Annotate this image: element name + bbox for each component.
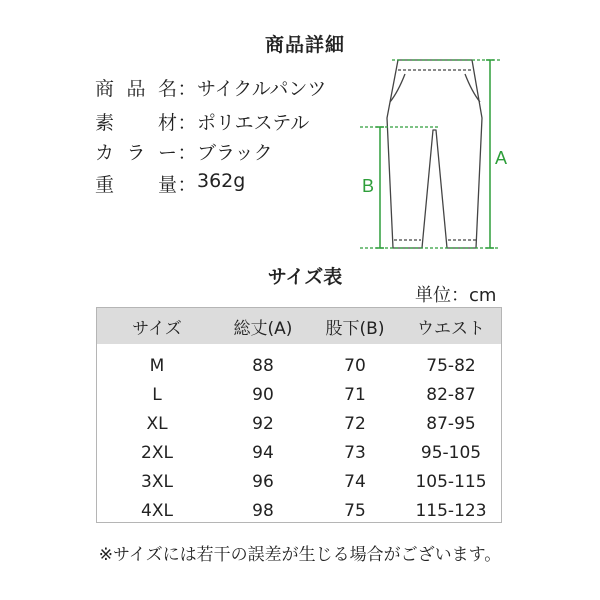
spec-value: ポリエステル: [197, 112, 310, 134]
size-table: [96, 307, 502, 523]
spec-row-weight: [95, 170, 245, 197]
table-cell: 82-87: [426, 384, 476, 405]
table-cell: 96: [252, 471, 274, 492]
column-header: 股下(B): [325, 318, 385, 339]
table-cell: 3XL: [141, 471, 173, 492]
disclaimer-note: ※サイズには若干の誤差が生じる場合がございます。: [98, 545, 502, 565]
spec-separator: ：: [177, 174, 197, 196]
table-cell: 98: [252, 500, 274, 521]
table-cell: 72: [344, 413, 366, 434]
table-cell: 75: [344, 500, 366, 521]
table-cell: 115-123: [415, 500, 487, 521]
spec-row-color: [95, 138, 273, 165]
spec-row-material: [95, 108, 309, 135]
column-header: 総丈(A): [233, 318, 293, 339]
measure-guides: [360, 60, 500, 248]
spec-label: カラー: [95, 142, 177, 164]
table-row: [97, 496, 501, 525]
table-cell: 88: [252, 355, 274, 376]
table-row: [97, 467, 501, 496]
spec-row-name: [95, 74, 326, 101]
table-cell: 2XL: [141, 442, 173, 463]
spec-value: ブラック: [197, 142, 273, 164]
table-cell: M: [149, 355, 165, 376]
spec-label: 素材: [95, 112, 177, 134]
column-header: ウエスト: [417, 318, 485, 339]
table-body: [97, 344, 501, 525]
spec-value: 362g: [197, 170, 246, 192]
spec-label: 重量: [95, 174, 177, 196]
unit-label: 単位：cm: [415, 285, 497, 306]
table-cell: 90: [252, 384, 274, 405]
table-row: [97, 351, 501, 380]
table-cell: 71: [344, 384, 366, 405]
label-a: A: [495, 148, 508, 168]
column-header: サイズ: [132, 318, 182, 339]
table-cell: 73: [344, 442, 366, 463]
table-cell: 87-95: [426, 413, 476, 434]
table-cell: 95-105: [420, 442, 482, 463]
spec-value: サイクルパンツ: [197, 78, 327, 100]
table-cell: 70: [344, 355, 366, 376]
table-cell: XL: [146, 413, 168, 434]
table-cell: 4XL: [141, 500, 173, 521]
table-row: [97, 438, 501, 467]
table-header: [97, 308, 501, 344]
table-cell: 105-115: [415, 471, 487, 492]
spec-separator: ：: [177, 78, 197, 100]
page-title: 商品詳細: [264, 34, 345, 56]
label-b: B: [362, 176, 375, 196]
table-cell: 75-82: [426, 355, 476, 376]
table-cell: L: [152, 384, 162, 405]
pants-outline: [387, 60, 482, 248]
spec-separator: ：: [177, 142, 197, 164]
table-row: [97, 380, 501, 409]
table-cell: 74: [344, 471, 366, 492]
size-table-title: サイズ表: [267, 266, 343, 288]
spec-separator: ：: [177, 112, 197, 134]
spec-label: 商品名: [95, 78, 177, 100]
table-cell: 92: [252, 413, 274, 434]
pants-measurement-diagram: [350, 40, 520, 270]
table-row: [97, 409, 501, 438]
table-cell: 94: [252, 442, 274, 463]
